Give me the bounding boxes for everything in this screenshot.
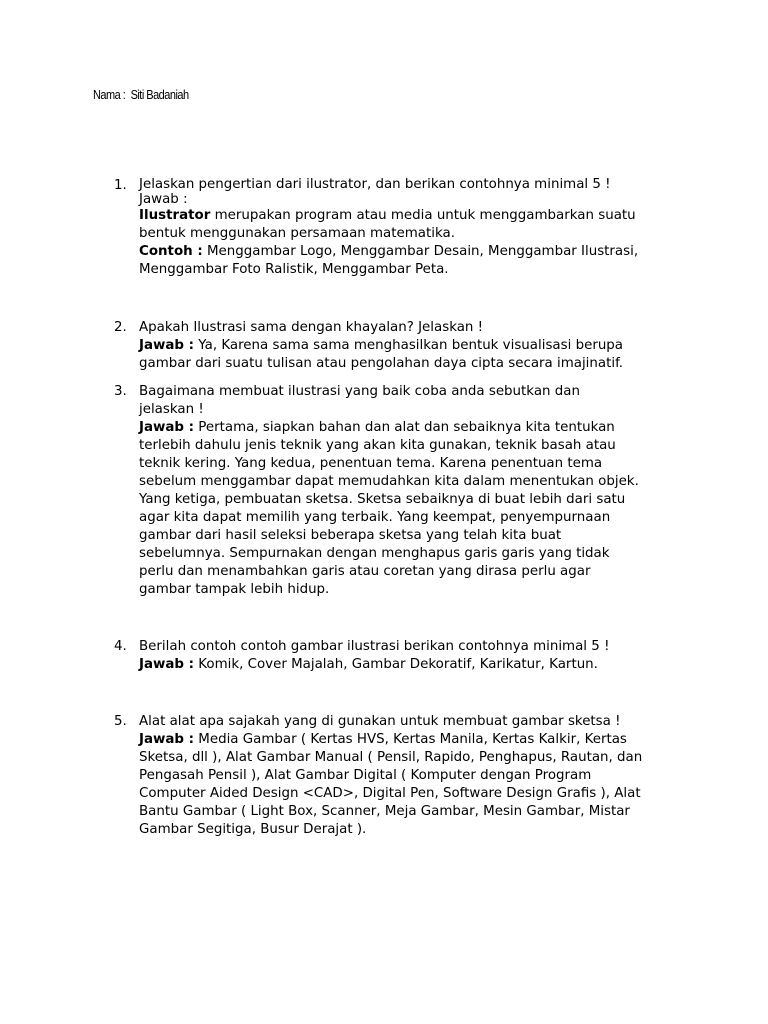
contoh-text: Menggambar Logo, Menggambar Desain, Menggambar Ilustrasi, (202, 244, 639, 259)
question-number: 2. (114, 320, 127, 335)
answer-line: gambar dari hasil seleksi beberapa sketsa yang telah kita buat (139, 528, 562, 543)
answer-line: perlu dan menambahkan garis atau coretan yang dirasa perlu agar (139, 564, 591, 579)
answer-line: Computer Aided Design <CAD>, Digital Pen, Software Design Grafis ), Alat (139, 786, 641, 801)
question-body (139, 177, 694, 279)
jawab-label: Jawab : (139, 657, 195, 672)
question-number: 1. (114, 178, 127, 193)
jawab-label: Jawab : (139, 338, 195, 353)
question-number: 5. (114, 714, 127, 729)
answer-line: gambar tampak lebih hidup. (139, 582, 330, 597)
contoh-label: Contoh : (139, 244, 203, 259)
answer-text: Komik, Cover Majalah, Gambar Dekoratif, Karikatur, Kartun. (194, 657, 598, 672)
term-label: Ilustrator (139, 208, 211, 223)
question-body (139, 319, 694, 373)
question-number: 3. (114, 384, 127, 399)
definition-text: merupakan program atau media untuk menggambarkan suatu (210, 208, 636, 223)
question-body (139, 713, 694, 839)
answer-line: sebelum menggambar dapat memudahkan kita dalam menentukan objek. (139, 474, 639, 489)
answer-text: Pertama, siapkan bahan dan alat dan sebaiknya kita tentukan (194, 420, 615, 435)
question-number: 4. (114, 639, 127, 654)
answer-text: Media Gambar ( Kertas HVS, Kertas Manila, Kertas Kalkir, Kertas (194, 732, 627, 747)
answer-line: agar kita dapat memilih yang terbaik. Yang keempat, penyempurnaan (139, 510, 611, 525)
answer-line: Pengasah Pensil ), Alat Gambar Digital ( Komputer dengan Program (139, 768, 592, 783)
question-text: Jelaskan pengertian dari ilustrator, dan berikan contohnya minimal 5 ! (139, 177, 611, 192)
answer-line: Menggambar Foto Ralistik, Menggambar Peta. (139, 262, 449, 277)
answer-line: terlebih dahulu jenis teknik yang akan kita gunakan, teknik basah atau (139, 438, 616, 453)
answer-line (139, 419, 694, 437)
answer-line: sebelumnya. Sempurnakan dengan menghapus garis garis yang tidak (139, 546, 610, 561)
question-text: Apakah Ilustrasi sama dengan khayalan? Jelaskan ! (139, 320, 484, 335)
answer-line: Yang ketiga, pembuatan sketsa. Sketsa sebaiknya di buat lebih dari satu (139, 492, 626, 507)
answer-line: gambar dari suatu tulisan atau pengolahan daya cipta secara imajinatif. (139, 356, 624, 371)
question-text: jelaskan ! (139, 402, 204, 417)
answer-line (139, 207, 694, 225)
answer-line (139, 243, 694, 261)
question-body (139, 383, 694, 599)
answer-line: bentuk menggunakan persamaan matematika. (139, 226, 455, 241)
answer-line: Bantu Gambar ( Light Box, Scanner, Meja Gambar, Mesin Gambar, Mistar (139, 804, 630, 819)
question-text: Alat alat apa sajakah yang di gunakan untuk membuat gambar sketsa ! (139, 714, 621, 729)
jawab-label: Jawab : (139, 192, 188, 207)
answer-text: Ya, Karena sama sama menghasilkan bentuk visualisasi berupa (194, 338, 624, 353)
name-value: Siti Badaniah (130, 88, 189, 102)
name-label: Nama : (93, 88, 126, 102)
student-name-line (93, 88, 189, 102)
question-text: Berilah contoh contoh gambar ilustrasi berikan contohnya minimal 5 ! (139, 639, 610, 654)
answer-line: Gambar Segitiga, Busur Derajat ). (139, 822, 367, 837)
question-body (139, 638, 694, 674)
question-text: Bagaimana membuat ilustrasi yang baik coba anda sebutkan dan (139, 384, 580, 399)
jawab-label: Jawab : (139, 420, 195, 435)
answer-line: teknik kering. Yang kedua, penentuan tema. Karena penentuan tema (139, 456, 603, 471)
answer-line (139, 337, 694, 355)
jawab-label: Jawab : (139, 732, 195, 747)
answer-line (139, 731, 694, 749)
answer-line: Sketsa, dll ), Alat Gambar Manual ( Pensil, Rapido, Penghapus, Rautan, dan (139, 750, 643, 765)
answer-line (139, 656, 694, 674)
